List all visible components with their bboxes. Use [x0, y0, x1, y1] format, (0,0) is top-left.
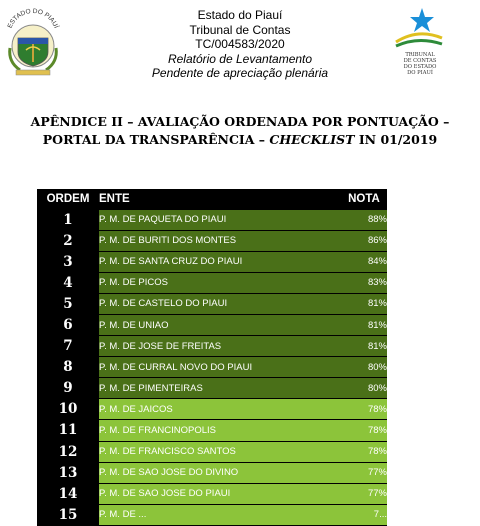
municipality-name: P. M. DE JAICOS [99, 399, 341, 420]
table-row [37, 293, 387, 314]
municipality-name: P. M. DE SAO JOSE DO PIAUI [99, 483, 341, 504]
rank-number: 1 [37, 209, 99, 230]
rank-number: 12 [37, 441, 99, 462]
table-row [37, 483, 387, 504]
header-process-number: TC/004583/2020 [195, 37, 285, 52]
rank-number: 8 [37, 357, 99, 378]
tce-line-3: DO ESTADO [403, 64, 437, 70]
municipality-name: P. M. DE SANTA CRUZ DO PIAUI [99, 251, 341, 272]
tce-line-2: DE CONTAS [403, 58, 437, 64]
score: 80% [341, 357, 387, 378]
score: 78% [341, 441, 387, 462]
municipality-name: P. M. DE BURITI DOS MONTES [99, 230, 341, 251]
table-row [37, 336, 387, 357]
rank-number: 3 [37, 251, 99, 272]
table-row [37, 314, 387, 335]
score: 78% [341, 420, 387, 441]
municipality-name: P. M. DE PAQUETA DO PIAUI [99, 209, 341, 230]
header-state: Estado do Piauí [197, 8, 283, 22]
rank-number: 2 [37, 230, 99, 251]
municipality-name: P. M. DE FRANCISCO SANTOS [99, 441, 341, 462]
municipality-name: P. M. DE CASTELO DO PIAUI [99, 293, 341, 314]
star-icon [410, 8, 434, 32]
seal-text: ESTADO DO PIAUÍ [6, 7, 60, 30]
table-row [37, 357, 387, 378]
appendix-title-checklist: CHECKLIST [269, 132, 355, 147]
score: 81% [341, 314, 387, 335]
municipality-name: P. M. DE ... [99, 504, 341, 525]
tce-line-4: DO PIAUÍ [407, 70, 433, 76]
table-row [37, 251, 387, 272]
score: 78% [341, 399, 387, 420]
document-header [90, 8, 390, 81]
municipality-name: P. M. DE PICOS [99, 272, 341, 293]
appendix-title-portal: PORTAL DA TRANSPARÊNCIA – [42, 132, 270, 147]
appendix-title-line-2 [20, 131, 460, 149]
rank-number: 6 [37, 314, 99, 335]
rank-number: 10 [37, 399, 99, 420]
tce-line-1: TRIBUNAL [405, 52, 435, 58]
tce-pi-logo [392, 6, 444, 78]
municipality-name: P. M. DE JOSE DE FREITAS [99, 336, 341, 357]
column-header-nota: NOTA [341, 189, 387, 209]
table-row [37, 399, 387, 420]
score: 83% [341, 272, 387, 293]
ranking-table-body [37, 209, 387, 525]
score: 77% [341, 462, 387, 483]
state-seal-logo [4, 6, 62, 80]
column-header-ordem: ORDEM [37, 189, 99, 209]
rank-number: 14 [37, 483, 99, 504]
header-status: Pendente de apreciação plenária [151, 66, 329, 81]
table-row [37, 462, 387, 483]
score: 7... [341, 504, 387, 525]
table-row [37, 230, 387, 251]
municipality-name: P. M. DE FRANCINOPOLIS [99, 420, 341, 441]
municipality-name: P. M. DE UNIAO [99, 314, 341, 335]
rank-number: 5 [37, 293, 99, 314]
table-row [37, 441, 387, 462]
score: 84% [341, 251, 387, 272]
score: 80% [341, 378, 387, 399]
rank-number: 7 [37, 336, 99, 357]
table-header-row [37, 189, 387, 209]
score: 86% [341, 230, 387, 251]
score: 88% [341, 209, 387, 230]
appendix-title [20, 113, 460, 149]
rank-number: 13 [37, 462, 99, 483]
table-row [37, 272, 387, 293]
rank-number: 9 [37, 378, 99, 399]
municipality-name: P. M. DE SAO JOSE DO DIVINO [99, 462, 341, 483]
ranking-table [37, 189, 387, 526]
score: 81% [341, 336, 387, 357]
rank-number: 4 [37, 272, 99, 293]
score: 81% [341, 293, 387, 314]
header-court: Tribunal de Contas [189, 22, 291, 37]
table-row [37, 420, 387, 441]
municipality-name: P. M. DE PIMENTEIRAS [99, 378, 341, 399]
appendix-title-line-1: APÊNDICE II – AVALIAÇÃO ORDENADA POR PONTUAÇÃO – [30, 114, 450, 129]
score: 77% [341, 483, 387, 504]
rank-number: 11 [37, 420, 99, 441]
column-header-ente: ENTE [99, 189, 341, 209]
header-report-type: Relatório de Levantamento [167, 51, 313, 66]
table-row [37, 378, 387, 399]
municipality-name: P. M. DE CURRAL NOVO DO PIAUI [99, 357, 341, 378]
table-row [37, 209, 387, 230]
appendix-title-in: IN 01/2019 [354, 132, 438, 147]
rank-number: 15 [37, 504, 99, 525]
